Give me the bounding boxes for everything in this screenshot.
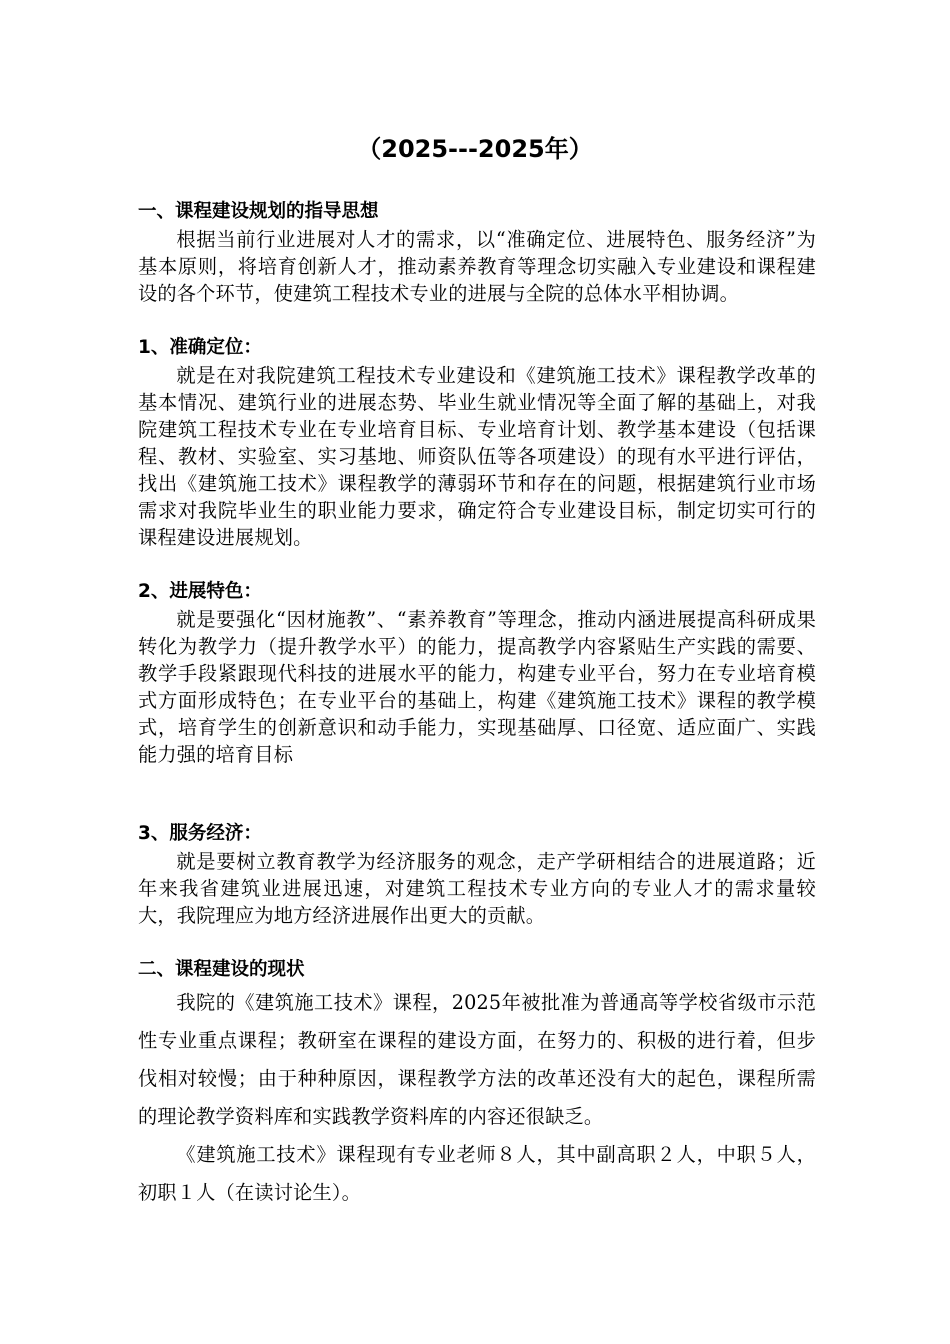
subsection-heading-features: 2、进展特色：: [138, 581, 262, 602]
subsection-heading-positioning: 1、准确定位：: [138, 337, 262, 358]
subsection-paragraph-positioning: 就是在对我院建筑工程技术专业建设和《建筑施工技术》课程教学改革的基本情况、建筑行业的进展态势、毕业生就业情况等全面了解的基础上，对我院建筑工程技术专业在专业培育目标、专业培育计划、教学基本建设（包括课程、教材、实验室、实习基地、师资队伍等各项建设）的现有水平进行评估，找出《建筑施工技术》课程教学的薄弱环节和存在的问题，根据建筑行业市场需求对我院毕业生的职业能力要求，确定符合专业建设目标，制定切实可行的课程建设进展规划。: [138, 364, 816, 549]
section-paragraph-current-status-1: 我院的《建筑施工技术》课程，2025年被批准为普通高等学校省级市示范性专业重点课程；教研室在课程的建设方面，在努力的、积极的进行着，但步伐相对较慢；由于种种原因，课程教学方法的改革还没有大的起色，课程所需的理论教学资料库和实践教学资料库的内容还很缺乏。: [138, 991, 816, 1128]
spacer: [138, 551, 816, 578]
spacer: [138, 929, 816, 956]
subsection-heading-economy: 3、服务经济：: [138, 823, 262, 844]
spacer: [138, 768, 816, 820]
section-paragraph-guiding-thought: 根据当前行业进展对人才的需求，以“准确定位、进展特色、服务经济”为基本原则，将培育创新人才，推动素养教育等理念切实融入专业建设和课程建设的各个环节，使建筑工程技术专业的进展与全院的总体水平相协调。: [138, 228, 816, 305]
section-paragraph-current-status-2: 《建筑施工技术》课程现有专业老师８人，其中副高职２人，中职５人，初职１人（在读讨论生）。: [138, 1143, 816, 1204]
section-heading-guiding-thought: 一、课程建设规划的指导思想: [138, 201, 379, 222]
document-title: （2025---2025年）: [357, 135, 593, 163]
subsection-paragraph-features: 就是要强化“因材施教”、“素养教育”等理念，推动内涵进展提高科研成果转化为教学力（提升教学水平）的能力，提高教学内容紧贴生产实践的需要、教学手段紧跟现代科技的进展水平的能力，构建专业平台，努力在专业培育模式方面形成特色；在专业平台的基础上，构建《建筑施工技术》课程的教学模式，培育学生的创新意识和动手能力，实现基础厚、口径宽、适应面广、实践能力强的培育目标: [138, 608, 816, 766]
section-heading-current-status: 二、课程建设的现状: [138, 959, 305, 980]
spacer: [138, 307, 816, 334]
document-body: [138, 198, 816, 1212]
subsection-paragraph-economy: 就是要树立教育教学为经济服务的观念，走产学研相结合的进展道路；近年来我省建筑业进展迅速，对建筑工程技术专业方向的专业人才的需求量较大，我院理应为地方经济进展作出更大的贡献。: [138, 850, 816, 927]
